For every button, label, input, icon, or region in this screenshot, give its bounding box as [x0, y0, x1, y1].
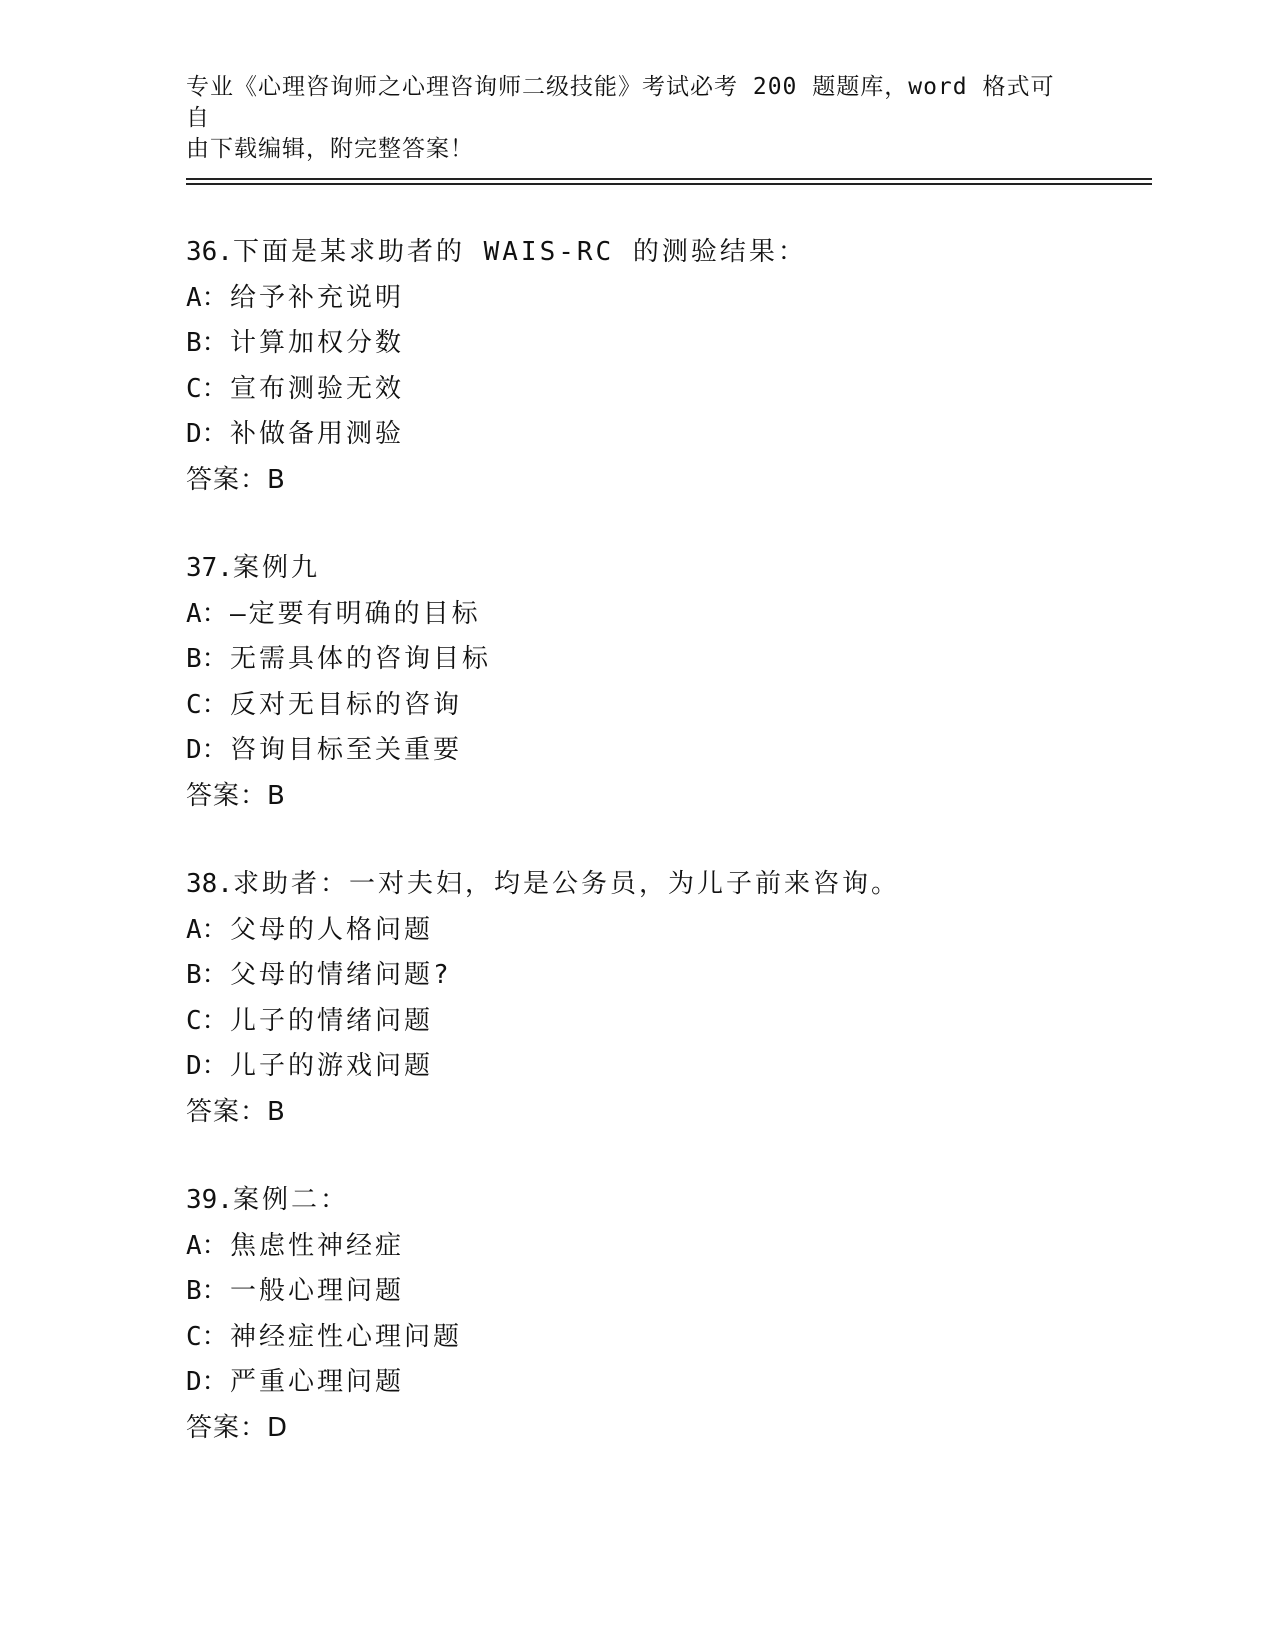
option-text: 严重心理问题: [230, 1367, 405, 1397]
question-block: [186, 1178, 1146, 1451]
option-text: 父母的人格问题: [230, 914, 434, 945]
option-c: [186, 999, 1146, 1045]
answer-line: 答案：B: [186, 464, 286, 495]
question-number: 39.: [186, 1185, 233, 1215]
option-letter: A：: [186, 282, 228, 313]
header-line-1: 专业《心理咨询师之心理咨询师二级技能》考试必考 200 题题库，word 格式可自: [186, 74, 1055, 131]
answer-line: 答案：B: [186, 780, 286, 811]
option-letter: D：: [186, 419, 228, 449]
option-text: 补做备用测验: [230, 419, 405, 449]
question-block: [186, 230, 1146, 503]
header-divider-bottom: [186, 183, 1152, 185]
question-stem: [186, 546, 1146, 592]
option-text: 儿子的情绪问题: [230, 1005, 434, 1036]
option-c: [186, 367, 1146, 413]
option-text: 焦虑性神经症: [230, 1230, 405, 1261]
option-b: [186, 321, 1146, 367]
option-a: [186, 276, 1146, 322]
option-text: 父母的情绪问题?: [230, 960, 452, 990]
question-number: 38.: [186, 869, 233, 899]
option-text: 计算加权分数: [230, 328, 405, 358]
header-line-2: 由下载编辑，附完整答案！: [186, 136, 474, 162]
option-a: [186, 1224, 1146, 1270]
header-divider-top: [186, 178, 1152, 180]
question-stem: [186, 862, 1146, 908]
option-text: 宣布测验无效: [230, 373, 405, 404]
option-a: [186, 908, 1146, 954]
option-letter: C：: [186, 1005, 228, 1036]
option-letter: D：: [186, 1367, 228, 1397]
question-text: 案例二：: [232, 1185, 349, 1215]
question-number: 36.: [186, 237, 233, 267]
question-block: [186, 862, 1146, 1135]
option-d: [186, 412, 1146, 458]
option-text: 咨询目标至关重要: [230, 735, 463, 765]
option-letter: D：: [186, 735, 228, 765]
option-text: 神经症性心理问题: [230, 1321, 463, 1352]
option-text: 一般心理问题: [230, 1276, 405, 1306]
answer-line: 答案：D: [186, 1412, 289, 1443]
option-letter: C：: [186, 1321, 228, 1352]
option-c: [186, 1315, 1146, 1361]
option-text: 反对无目标的咨询: [230, 689, 463, 720]
option-b: [186, 953, 1146, 999]
option-a: [186, 592, 1146, 638]
option-letter: A：: [186, 598, 228, 629]
option-letter: B：: [186, 328, 228, 358]
option-letter: C：: [186, 373, 228, 404]
option-letter: B：: [186, 960, 228, 990]
option-d: [186, 728, 1146, 774]
question-text: 案例九: [232, 553, 320, 583]
question-stem: [186, 230, 1146, 276]
option-letter: A：: [186, 914, 228, 945]
option-c: [186, 683, 1146, 729]
option-letter: C：: [186, 689, 228, 720]
question-block: [186, 546, 1146, 819]
option-b: [186, 637, 1146, 683]
option-text: —定要有明确的目标: [230, 598, 481, 629]
option-letter: A：: [186, 1230, 228, 1261]
question-text: 下面是某求助者的 WAIS-RC 的测验结果：: [232, 237, 807, 267]
question-text: 求助者：一对夫妇，均是公务员，为儿子前来咨询。: [232, 869, 900, 899]
option-d: [186, 1360, 1146, 1406]
document-header: [186, 72, 1066, 165]
question-number: 37.: [186, 553, 233, 583]
option-b: [186, 1269, 1146, 1315]
option-letter: B：: [186, 644, 228, 674]
option-letter: B：: [186, 1276, 228, 1306]
option-text: 给予补充说明: [230, 282, 405, 313]
answer-line: 答案：B: [186, 1096, 286, 1127]
option-text: 无需具体的咨询目标: [230, 644, 492, 674]
option-text: 儿子的游戏问题: [230, 1051, 434, 1081]
option-d: [186, 1044, 1146, 1090]
option-letter: D：: [186, 1051, 228, 1081]
question-stem: [186, 1178, 1146, 1224]
